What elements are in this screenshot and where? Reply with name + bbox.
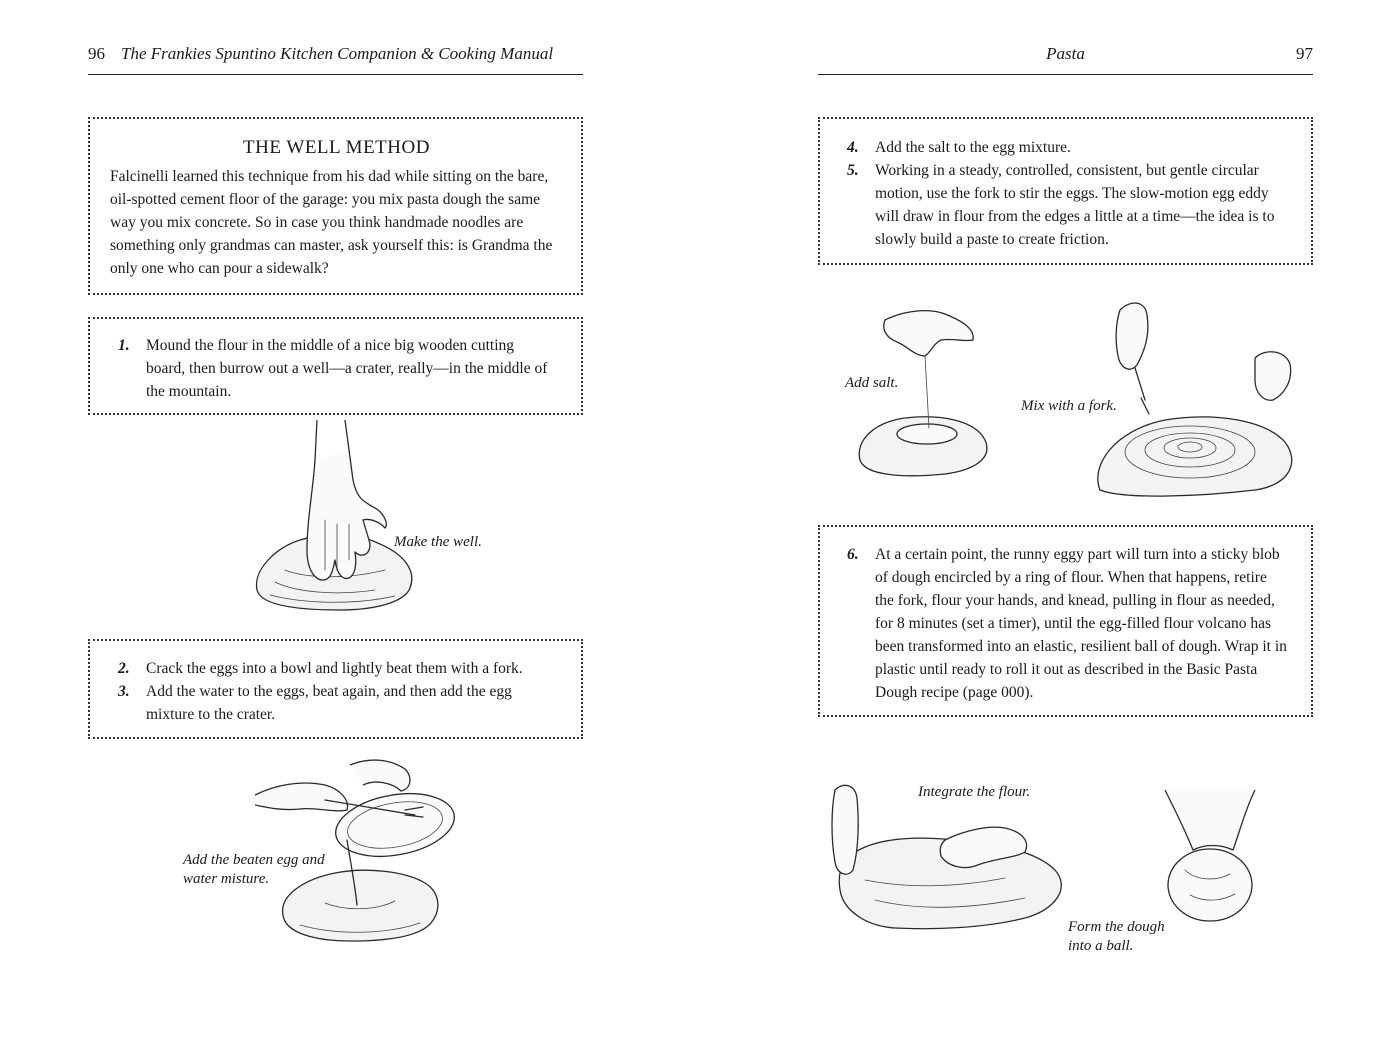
right-page [700,0,1400,1050]
step-text: At a certain point, the runny eggy part will turn into a sticky blob of dough encircled by a ring of flour. When that happens, retire the fork, flour your hands, and knead, pulling in flour as needed, for 8 minutes (set a timer), until the egg-filled flour volcano has been transformed into an elastic, resilient ball of dough. Wrap it in plastic until ready to roll it out as described in the Basic Pasta Dough recipe (page 000). [875,546,1287,701]
step-number: 5. [847,162,859,179]
step-item [118,334,551,403]
caption-add-salt: Add salt. [845,375,899,391]
step-box-2-3 [88,639,583,739]
knead-dough-illustration [825,770,1275,950]
caption-form-ball-line2: into a ball. [1068,938,1134,954]
well-method-sidebar [88,117,583,295]
chapter-title: Pasta [1046,44,1085,63]
make-well-illustration [245,420,425,620]
step-text: Working in a steady, controlled, consistent, but gentle circular motion, use the fork to stir the eggs. The slow-motion egg eddy will draw in flour from the edges a little at a time—the idea is to slowly build a paste to create friction. [875,162,1275,248]
step-item [118,680,551,726]
page-number-right: 97 [1296,44,1313,63]
step-item [847,543,1287,704]
step-text: Crack the eggs into a bowl and lightly beat them with a fork. [146,660,523,677]
step-number: 3. [118,683,130,700]
step-text: Add the water to the eggs, beat again, and then add the egg mixture to the crater. [146,683,512,723]
step-text: Mound the flour in the middle of a nice big wooden cutting board, then burrow out a well—a crater, really—in the middle of the mountain. [146,337,548,400]
step-box-4-5 [818,117,1313,265]
caption-make-well: Make the well. [394,534,482,550]
caption-add-egg [183,851,325,889]
caption-add-egg-line2: water misture. [183,871,270,887]
step-number: 6. [847,546,859,563]
step-number: 2. [118,660,130,677]
step-number: 1. [118,337,130,354]
well-method-heading: THE WELL METHOD [243,137,430,158]
page-number-left: 96 [88,44,105,63]
right-running-header [818,40,1313,75]
step-item [847,136,1287,159]
caption-mix-fork: Mix with a fork. [1021,398,1117,414]
step-item [847,159,1287,251]
left-running-header [88,40,583,75]
step-number: 4. [847,139,859,156]
book-title: The Frankies Spuntino Kitchen Companion & Cooking Manual [121,44,554,63]
caption-integrate-flour: Integrate the flour. [918,784,1031,800]
caption-form-ball [1068,918,1165,956]
step-box-6 [818,525,1313,717]
caption-form-ball-line1: Form the dough [1068,919,1165,935]
step-item [118,657,551,680]
step-text: Add the salt to the egg mixture. [875,139,1071,156]
caption-add-egg-line1: Add the beaten egg and [183,852,325,868]
well-method-intro-text: Falcinelli learned this technique from his dad while sitting on the bare, oil-spotted cement floor of the garage: you mix pasta dough the same way you mix concrete. So in case you think handmade noodles are something only grandmas can master, ask yourself this: is Grandma the only one who can pour a sidewalk? [110,168,553,277]
step-box-1 [88,317,583,415]
